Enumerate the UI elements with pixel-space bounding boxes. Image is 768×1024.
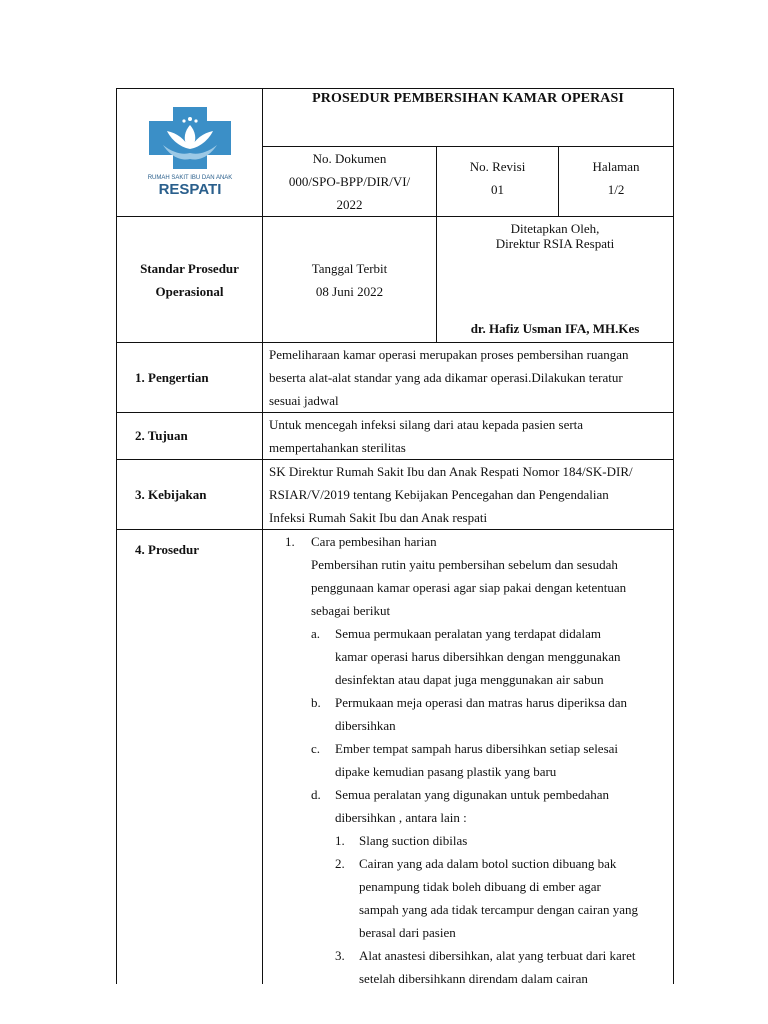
- approval-line1: Ditetapkan Oleh,: [510, 221, 600, 236]
- subitem-1-mark: 1.: [335, 833, 345, 848]
- step-1-intro: [285, 553, 669, 622]
- tujuan-line-1: Untuk mencegah infeksi silang dari atau kepada pasien serta: [269, 417, 584, 432]
- subitem-2-line-2: penampung tidak boleh dibuang di ember agar: [359, 879, 601, 894]
- subitem-2: [285, 852, 669, 944]
- section-content-tujuan: [263, 413, 675, 460]
- item-c-line-1: Ember tempat sampah harus dibersihkan setiap selesai: [335, 741, 619, 756]
- item-a-line-1: Semua permukaan peralatan yang terdapat didalam: [335, 626, 602, 641]
- doc-number-cell: [263, 147, 437, 217]
- item-b: [285, 691, 669, 737]
- page-cell: [559, 147, 675, 217]
- step-1-intro-line-1: Pembersihan rutin yaitu pembersihan sebelum dan sesudah: [311, 557, 618, 572]
- subitem-1: [285, 829, 669, 852]
- pengertian-line-3: sesuai jadwal: [269, 393, 339, 408]
- item-a-line-2: kamar operasi harus dibersihkan dengan menggunakan: [335, 649, 621, 664]
- revision-value: 01: [491, 182, 504, 197]
- sop-label-line2: Operasional: [155, 283, 224, 299]
- item-b-line-1: Permukaan meja operasi dan matras harus diperiksa dan: [335, 695, 628, 710]
- section-content-kebijakan: [263, 460, 675, 530]
- step-1-title: Cara pembesihan harian: [311, 534, 437, 549]
- item-a-mark: a.: [311, 626, 321, 641]
- subitem-3: [285, 944, 669, 984]
- item-b-mark: b.: [311, 695, 321, 710]
- procedure-step-1: [285, 530, 669, 553]
- kebijakan-line-1: SK Direktur Rumah Sakit Ibu dan Anak Respati Nomor 184/SK-DIR/: [269, 464, 633, 479]
- subitem-2-mark: 2.: [335, 856, 345, 871]
- sop-document: [116, 88, 674, 984]
- item-d-line-1: Semua peralatan yang digunakan untuk pembedahan: [335, 787, 609, 802]
- subitem-3-line-1: Alat anastesi dibersihkan, alat yang terbuat dari karet: [359, 948, 636, 963]
- page-label: Halaman: [592, 159, 640, 174]
- svg-text:RESPATI: RESPATI: [158, 181, 221, 197]
- subitem-1-line-1: Slang suction dibilas: [359, 833, 468, 848]
- revision-label: No. Revisi: [469, 159, 526, 174]
- logo-cell: [117, 89, 263, 217]
- approval-cell: [437, 217, 675, 343]
- subitem-2-line-3: sampah yang ada tidak tercampur dengan cairan yang: [359, 902, 639, 917]
- item-b-line-2: dibersihkan: [335, 718, 396, 733]
- step-1-intro-line-2: penggunaan kamar operasi agar siap pakai dengan ketentuan: [311, 580, 627, 595]
- item-a-line-3: desinfektan atau dapat juga menggunakan air sabun: [335, 672, 604, 687]
- step-1-intro-line-3: sebagai berikut: [311, 603, 391, 618]
- doc-number-line1: 000/SPO-BPP/DIR/VI/: [288, 174, 411, 189]
- section-content-pengertian: [263, 343, 675, 413]
- item-c-line-2: dipake kemudian pasang plastik yang baru: [335, 764, 557, 779]
- kebijakan-line-3: Infeksi Rumah Sakit Ibu dan Anak respati: [269, 510, 488, 525]
- sop-label-line1: Standar Prosedur: [140, 260, 239, 276]
- document-title-cell: [263, 89, 675, 147]
- step-1-number: 1.: [285, 534, 295, 549]
- item-d: [285, 783, 669, 829]
- hospital-logo: [143, 107, 237, 197]
- subitem-3-mark: 3.: [335, 948, 345, 963]
- kebijakan-line-2: RSIAR/V/2019 tentang Kebijakan Pencegahan dan Pengendalian: [269, 487, 609, 502]
- approval-line2: Direktur RSIA Respati: [495, 236, 615, 251]
- pengertian-line-1: Pemeliharaan kamar operasi merupakan proses pembersihan ruangan: [269, 347, 629, 362]
- pengertian-line-2: beserta alat-alat standar yang ada dikamar operasi.Dilakukan teratur: [269, 370, 623, 385]
- item-a: [285, 622, 669, 691]
- section-label-tujuan: 2. Tujuan: [117, 413, 263, 460]
- section-label-pengertian: 1. Pengertian: [117, 343, 263, 413]
- section-label-kebijakan: 3. Kebijakan: [117, 460, 263, 530]
- item-c: [285, 737, 669, 783]
- page-value: 1/2: [607, 182, 625, 197]
- document-title: PROSEDUR PEMBERSIHAN KAMAR OPERASI: [312, 91, 624, 106]
- item-d-mark: d.: [311, 787, 321, 802]
- tujuan-line-2: mempertahankan sterilitas: [269, 440, 406, 455]
- subitem-2-line-4: berasal dari pasien: [359, 925, 456, 940]
- doc-number-line2: 2022: [336, 197, 363, 212]
- subitem-2-line-1: Cairan yang ada dalam botol suction dibuang bak: [359, 856, 617, 871]
- item-d-line-2: dibersihkan , antara lain :: [335, 810, 467, 825]
- svg-text:RUMAH SAKIT IBU DAN ANAK: RUMAH SAKIT IBU DAN ANAK: [147, 175, 232, 181]
- doc-number-label: No. Dokumen: [312, 151, 387, 166]
- issue-date-cell: [263, 217, 437, 343]
- approver-name: dr. Hafiz Usman IFA, MH.Kes: [470, 321, 640, 336]
- item-c-mark: c.: [311, 741, 321, 756]
- subitem-3-line-2: setelah dibersihkann direndam dalam cairan: [359, 971, 588, 984]
- section-label-prosedur: 4. Prosedur: [117, 530, 263, 985]
- sop-table: [116, 88, 674, 984]
- issue-date-value: 08 Juni 2022: [315, 283, 384, 299]
- sop-label-cell: [117, 217, 263, 343]
- issue-date-label: Tanggal Terbit: [311, 260, 388, 276]
- section-content-prosedur: [263, 530, 675, 985]
- revision-cell: [437, 147, 559, 217]
